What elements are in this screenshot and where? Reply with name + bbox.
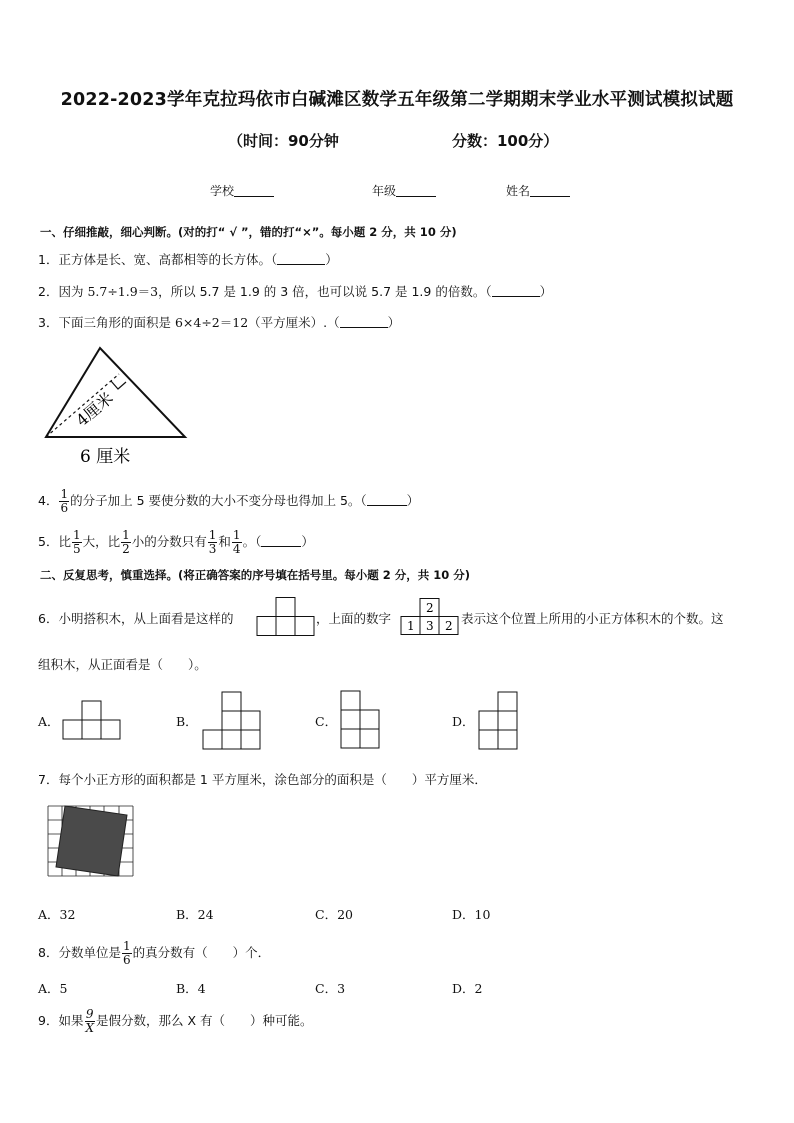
q3-equation: 6×4÷2＝12 xyxy=(174,315,249,330)
q2-close: ） xyxy=(539,284,553,299)
q8-option-b[interactable]: B．4 xyxy=(176,981,206,996)
q9-fraction xyxy=(84,1008,95,1035)
grid-number-left: 1 xyxy=(407,619,415,633)
q5-answer-blank[interactable] xyxy=(261,534,301,547)
triangle-figure xyxy=(40,343,200,471)
q3-answer-blank[interactable] xyxy=(340,315,388,328)
school-blank[interactable] xyxy=(234,184,274,197)
q4-frac-num: 1 xyxy=(60,487,69,501)
q2-text-b: ，所以 5.7 是 1.9 的 3 倍，也可以说 5.7 是 1.9 的倍数。（ xyxy=(158,284,492,299)
q6-option-c-figure[interactable] xyxy=(340,690,382,750)
q5-close: ） xyxy=(301,534,314,549)
q6-option-b-figure[interactable] xyxy=(202,691,262,751)
q2-answer-blank[interactable] xyxy=(492,284,540,297)
q6-option-a-label[interactable]: A． xyxy=(38,714,60,729)
q9-text-b: 是假分数，那么 X 有（ ）种可能。 xyxy=(96,1013,313,1028)
section1-heading: 一、仔细推敲，细心判断。(对的打“ √ ”，错的打“×”。每小题 2 分，共 10 分) xyxy=(40,225,457,239)
q2-text-a: 2．因为 xyxy=(38,284,84,299)
q9-text-a: 9．如果 xyxy=(38,1013,84,1028)
q5-text-a: 5．比 xyxy=(38,534,71,549)
q8-text-a: 8．分数单位是 xyxy=(38,945,121,960)
q5-text-e: 。（ xyxy=(242,534,262,549)
q4-fraction xyxy=(59,488,69,515)
q5-f2-den: 2 xyxy=(122,542,130,556)
q1-close: ） xyxy=(325,252,338,267)
school-field xyxy=(210,182,274,199)
q5-f1-den: 5 xyxy=(72,542,81,556)
q7-option-a[interactable]: A．32 xyxy=(38,907,76,922)
q1-answer-blank[interactable] xyxy=(277,252,325,265)
q5-text-d: 和 xyxy=(218,534,231,549)
score-label: 分数：100分） xyxy=(452,132,559,150)
q5-f3-num: 1 xyxy=(208,528,217,542)
q8-option-c[interactable]: C．3 xyxy=(315,981,346,996)
q7-option-d[interactable]: D．10 xyxy=(452,907,491,922)
question-4 xyxy=(38,488,419,515)
grade-blank[interactable] xyxy=(396,184,436,197)
name-label: 姓名 xyxy=(506,184,531,198)
q6-text-line2: 组积木，从正面看是（ ）。 xyxy=(38,657,207,672)
q6-text-b: ，上面的数字 xyxy=(316,611,392,626)
q6-option-b-label[interactable]: B． xyxy=(176,714,198,729)
question-2 xyxy=(38,282,552,300)
q2-equation: 5.7÷1.9＝3 xyxy=(87,284,159,299)
q8-frac-den: 6 xyxy=(122,953,131,967)
q6-number-grid xyxy=(400,598,462,638)
q1-text: 1．正方体是长、宽、高都相等的长方体。（ xyxy=(38,252,278,267)
q5-fraction-4 xyxy=(232,529,242,556)
q3-text-b: （平方厘米）.（ xyxy=(248,315,340,330)
q5-f2-num: 1 xyxy=(122,528,130,542)
grid-number-middle: 3 xyxy=(426,619,434,633)
q6-option-d-label[interactable]: D． xyxy=(452,714,475,729)
exam-title: 2022-2023学年克拉玛依市白碱滩区数学五年级第二学期期末学业水平测试模拟试题 xyxy=(60,90,734,110)
question-3 xyxy=(38,313,400,331)
q6-top-view-figure xyxy=(256,597,316,637)
triangle-height-label: 4厘米 xyxy=(72,388,117,431)
q8-frac-num: 1 xyxy=(122,939,131,953)
name-blank[interactable] xyxy=(530,184,570,197)
grade-field xyxy=(372,182,436,199)
q5-f1-num: 1 xyxy=(72,528,81,542)
q4-answer-blank[interactable] xyxy=(367,493,407,506)
grid-number-right: 2 xyxy=(445,619,453,633)
q3-text-a: 3．下面三角形的面积是 xyxy=(38,315,171,330)
q5-text-b: 大，比 xyxy=(82,534,121,549)
q4-close: ） xyxy=(406,493,420,508)
school-label: 学校 xyxy=(210,184,235,198)
q6-text-c: 表示这个位置上所用的小正方体积木的个数。这 xyxy=(461,611,724,626)
q7-option-c[interactable]: C．20 xyxy=(315,907,353,922)
q5-f4-den: 4 xyxy=(232,542,241,556)
q5-fraction-1 xyxy=(72,529,82,556)
question-7-text: 7．每个小正方形的面积都是 1 平方厘米，涂色部分的面积是（ ）平方厘米． xyxy=(38,772,487,787)
q6-option-d-figure[interactable] xyxy=(478,691,520,751)
question-5 xyxy=(38,529,314,556)
grade-label: 年级 xyxy=(372,184,397,198)
right-angle-mark xyxy=(111,381,126,389)
q7-grid-figure xyxy=(46,804,138,880)
q6-option-c-label[interactable]: C． xyxy=(315,714,338,729)
q6-option-a-figure[interactable] xyxy=(62,700,122,741)
q5-f4-num: 1 xyxy=(232,528,241,542)
q3-close: ） xyxy=(387,315,401,330)
q9-frac-num: 9 xyxy=(85,1007,94,1021)
question-8 xyxy=(38,940,270,967)
q5-fraction-3 xyxy=(208,529,218,556)
q4-frac-den: 6 xyxy=(60,501,69,515)
shaded-square xyxy=(56,806,127,876)
q8-option-a[interactable]: A．5 xyxy=(38,981,68,996)
q5-f3-den: 3 xyxy=(208,542,217,556)
q4-text-a: 4． xyxy=(38,493,59,508)
name-field xyxy=(506,182,570,199)
section2-heading: 二、反复思考，慎重选择。(将正确答案的序号填在括号里。每小题 2 分，共 10 分) xyxy=(40,568,471,582)
q7-option-b[interactable]: B．24 xyxy=(176,907,214,922)
question-1 xyxy=(38,250,338,268)
time-label: （时间：90分钟 xyxy=(228,132,339,150)
question-9 xyxy=(38,1008,313,1035)
q6-text-a: 6．小明搭积木，从上面看是这样的 xyxy=(38,611,234,626)
q8-fraction xyxy=(122,940,132,967)
triangle-shape xyxy=(46,348,185,437)
q4-text-b: 的分子加上 5 要使分数的大小不变分母也得加上 5。（ xyxy=(70,493,367,508)
triangle-base-label: 6 厘米 xyxy=(80,447,131,467)
q8-text-b: 的真分数有（ ）个． xyxy=(132,945,271,960)
q9-frac-den: X xyxy=(85,1021,94,1035)
q5-fraction-2 xyxy=(121,529,131,556)
grid-number-top: 2 xyxy=(426,601,434,615)
q8-option-d[interactable]: D．2 xyxy=(452,981,483,996)
q5-text-c: 小的分数只有 xyxy=(131,534,207,549)
